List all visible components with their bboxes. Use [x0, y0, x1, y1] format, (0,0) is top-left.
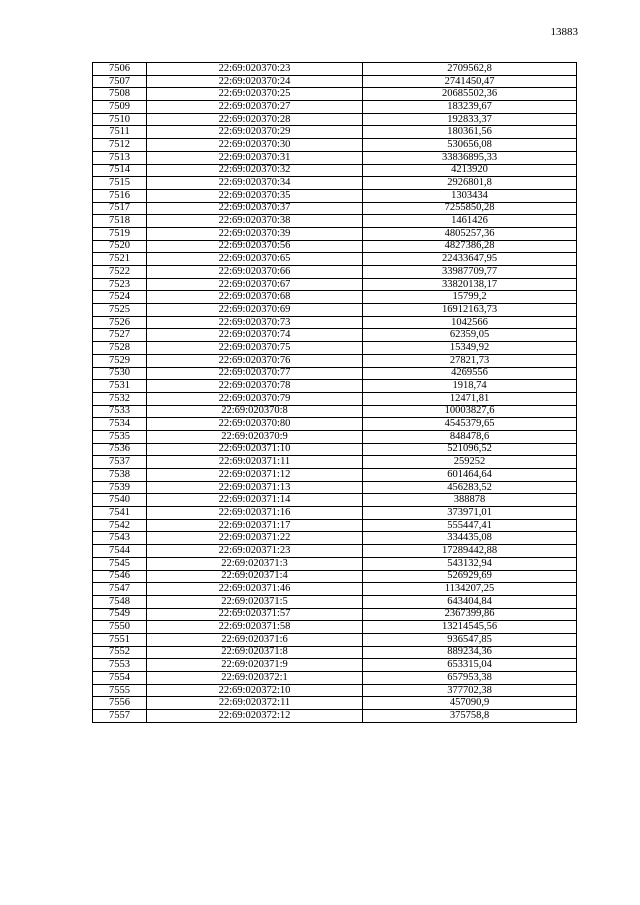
row-number-cell: 7552: [93, 646, 147, 659]
table-row: [93, 215, 577, 228]
cadastral-value-cell: 2367399,86: [363, 608, 577, 621]
cadastral-number-cell: 22:69:020370:27: [147, 101, 363, 114]
row-number-cell: 7516: [93, 189, 147, 202]
cadastral-value-cell: 259252: [363, 456, 577, 469]
cadastral-value-cell: 33820138,17: [363, 278, 577, 291]
table-row: [93, 189, 577, 202]
row-number-cell: 7518: [93, 215, 147, 228]
cadastral-value-cell: 657953,38: [363, 672, 577, 685]
table-row: [93, 101, 577, 114]
table-row: [93, 469, 577, 482]
table-row: [93, 316, 577, 329]
row-number-cell: 7539: [93, 481, 147, 494]
row-number-cell: 7528: [93, 342, 147, 355]
row-number-cell: 7510: [93, 113, 147, 126]
row-number-cell: 7514: [93, 164, 147, 177]
table-body: [93, 63, 577, 723]
cadastral-number-cell: 22:69:020370:30: [147, 139, 363, 152]
cadastral-value-cell: 20685502,36: [363, 88, 577, 101]
cadastral-number-cell: 22:69:020370:38: [147, 215, 363, 228]
table-row: [93, 430, 577, 443]
cadastral-number-cell: 22:69:020370:29: [147, 126, 363, 139]
table-row: [93, 710, 577, 723]
cadastral-number-cell: 22:69:020370:37: [147, 202, 363, 215]
cadastral-number-cell: 22:69:020370:67: [147, 278, 363, 291]
cadastral-value-cell: 526929,69: [363, 570, 577, 583]
row-number-cell: 7522: [93, 266, 147, 279]
cadastral-value-cell: 936547,85: [363, 633, 577, 646]
table-row: [93, 367, 577, 380]
table-row: [93, 75, 577, 88]
cadastral-value-cell: 180361,56: [363, 126, 577, 139]
table-row: [93, 227, 577, 240]
table-row: [93, 291, 577, 304]
cadastral-number-cell: 22:69:020371:4: [147, 570, 363, 583]
cadastral-number-cell: 22:69:020371:9: [147, 659, 363, 672]
table-row: [93, 697, 577, 710]
row-number-cell: 7527: [93, 329, 147, 342]
row-number-cell: 7543: [93, 532, 147, 545]
row-number-cell: 7530: [93, 367, 147, 380]
cadastral-value-cell: 2741450,47: [363, 75, 577, 88]
cadastral-number-cell: 22:69:020372:1: [147, 672, 363, 685]
row-number-cell: 7519: [93, 227, 147, 240]
table-row: [93, 329, 577, 342]
cadastral-number-cell: 22:69:020370:80: [147, 418, 363, 431]
cadastral-number-cell: 22:69:020371:17: [147, 519, 363, 532]
table-row: [93, 519, 577, 532]
table-row: [93, 684, 577, 697]
cadastral-value-cell: 33836895,33: [363, 151, 577, 164]
cadastral-number-cell: 22:69:020370:35: [147, 189, 363, 202]
cadastral-value-cell: 1461426: [363, 215, 577, 228]
cadastral-number-cell: 22:69:020370:28: [147, 113, 363, 126]
row-number-cell: 7526: [93, 316, 147, 329]
cadastral-value-cell: 334435,08: [363, 532, 577, 545]
table-row: [93, 595, 577, 608]
row-number-cell: 7508: [93, 88, 147, 101]
table-row: [93, 633, 577, 646]
cadastral-number-cell: 22:69:020372:11: [147, 697, 363, 710]
table-row: [93, 177, 577, 190]
cadastral-number-cell: 22:69:020370:8: [147, 405, 363, 418]
cadastral-number-cell: 22:69:020371:6: [147, 633, 363, 646]
cadastral-value-cell: 13214545,56: [363, 621, 577, 634]
row-number-cell: 7513: [93, 151, 147, 164]
cadastral-number-cell: 22:69:020371:10: [147, 443, 363, 456]
cadastral-value-cell: 388878: [363, 494, 577, 507]
cadastral-value-cell: 10003827,6: [363, 405, 577, 418]
row-number-cell: 7547: [93, 583, 147, 596]
cadastral-value-cell: 2926801,8: [363, 177, 577, 190]
row-number-cell: 7521: [93, 253, 147, 266]
table-row: [93, 202, 577, 215]
cadastral-number-cell: 22:69:020371:57: [147, 608, 363, 621]
cadastral-value-cell: 15349,92: [363, 342, 577, 355]
cadastral-number-cell: 22:69:020371:3: [147, 557, 363, 570]
row-number-cell: 7525: [93, 304, 147, 317]
row-number-cell: 7536: [93, 443, 147, 456]
cadastral-number-cell: 22:69:020370:78: [147, 380, 363, 393]
page-number: 13883: [550, 26, 578, 38]
table-row: [93, 481, 577, 494]
cadastral-number-cell: 22:69:020371:8: [147, 646, 363, 659]
cadastral-value-cell: 530656,08: [363, 139, 577, 152]
row-number-cell: 7545: [93, 557, 147, 570]
cadastral-number-cell: 22:69:020370:25: [147, 88, 363, 101]
cadastral-number-cell: 22:69:020371:12: [147, 469, 363, 482]
row-number-cell: 7533: [93, 405, 147, 418]
cadastral-value-cell: 33987709,77: [363, 266, 577, 279]
table-row: [93, 621, 577, 634]
cadastral-value-cell: 456283,52: [363, 481, 577, 494]
cadastral-value-cell: 2709562,8: [363, 63, 577, 76]
row-number-cell: 7555: [93, 684, 147, 697]
row-number-cell: 7538: [93, 469, 147, 482]
cadastral-number-cell: 22:69:020370:24: [147, 75, 363, 88]
table-row: [93, 240, 577, 253]
row-number-cell: 7537: [93, 456, 147, 469]
cadastral-value-cell: 1134207,25: [363, 583, 577, 596]
cadastral-number-cell: 22:69:020371:58: [147, 621, 363, 634]
table-row: [93, 151, 577, 164]
row-number-cell: 7544: [93, 545, 147, 558]
cadastral-value-cell: 1303434: [363, 189, 577, 202]
cadastral-number-cell: 22:69:020370:31: [147, 151, 363, 164]
cadastral-number-cell: 22:69:020370:56: [147, 240, 363, 253]
cadastral-value-cell: 1042566: [363, 316, 577, 329]
cadastral-number-cell: 22:69:020370:76: [147, 354, 363, 367]
cadastral-number-cell: 22:69:020370:77: [147, 367, 363, 380]
row-number-cell: 7535: [93, 430, 147, 443]
cadastral-number-cell: 22:69:020372:12: [147, 710, 363, 723]
row-number-cell: 7509: [93, 101, 147, 114]
row-number-cell: 7541: [93, 507, 147, 520]
cadastral-value-cell: 601464,64: [363, 469, 577, 482]
row-number-cell: 7531: [93, 380, 147, 393]
cadastral-value-cell: 643404,84: [363, 595, 577, 608]
table-row: [93, 164, 577, 177]
cadastral-number-cell: 22:69:020371:5: [147, 595, 363, 608]
row-number-cell: 7517: [93, 202, 147, 215]
cadastral-value-cell: 4545379,65: [363, 418, 577, 431]
cadastral-value-cell: 373971,01: [363, 507, 577, 520]
table-row: [93, 608, 577, 621]
table-row: [93, 646, 577, 659]
cadastral-number-cell: 22:69:020371:22: [147, 532, 363, 545]
cadastral-value-cell: 22433647,95: [363, 253, 577, 266]
row-number-cell: 7515: [93, 177, 147, 190]
table-row: [93, 532, 577, 545]
table-row: [93, 304, 577, 317]
table-row: [93, 557, 577, 570]
cadastral-value-cell: 4827386,28: [363, 240, 577, 253]
cadastral-number-cell: 22:69:020371:14: [147, 494, 363, 507]
row-number-cell: 7549: [93, 608, 147, 621]
row-number-cell: 7546: [93, 570, 147, 583]
row-number-cell: 7529: [93, 354, 147, 367]
table-row: [93, 342, 577, 355]
cadastral-number-cell: 22:69:020370:74: [147, 329, 363, 342]
row-number-cell: 7556: [93, 697, 147, 710]
cadastral-value-cell: 521096,52: [363, 443, 577, 456]
row-number-cell: 7506: [93, 63, 147, 76]
row-number-cell: 7553: [93, 659, 147, 672]
cadastral-value-table: [92, 62, 577, 723]
cadastral-value-cell: 27821,73: [363, 354, 577, 367]
cadastral-value-cell: 375758,8: [363, 710, 577, 723]
table-row: [93, 418, 577, 431]
row-number-cell: 7534: [93, 418, 147, 431]
row-number-cell: 7554: [93, 672, 147, 685]
table-row: [93, 443, 577, 456]
cadastral-number-cell: 22:69:020370:9: [147, 430, 363, 443]
table-row: [93, 494, 577, 507]
cadastral-number-cell: 22:69:020371:23: [147, 545, 363, 558]
row-number-cell: 7520: [93, 240, 147, 253]
cadastral-value-cell: 183239,67: [363, 101, 577, 114]
cadastral-value-cell: 62359,05: [363, 329, 577, 342]
table-row: [93, 672, 577, 685]
row-number-cell: 7507: [93, 75, 147, 88]
cadastral-number-cell: 22:69:020370:79: [147, 392, 363, 405]
cadastral-value-cell: 12471,81: [363, 392, 577, 405]
cadastral-value-cell: 4213920: [363, 164, 577, 177]
cadastral-number-cell: 22:69:020372:10: [147, 684, 363, 697]
table-row: [93, 278, 577, 291]
table-row: [93, 392, 577, 405]
cadastral-value-cell: 16912163,73: [363, 304, 577, 317]
table-row: [93, 380, 577, 393]
cadastral-number-cell: 22:69:020370:68: [147, 291, 363, 304]
cadastral-number-cell: 22:69:020370:73: [147, 316, 363, 329]
cadastral-number-cell: 22:69:020371:46: [147, 583, 363, 596]
cadastral-value-cell: 192833,37: [363, 113, 577, 126]
cadastral-value-cell: 457090,9: [363, 697, 577, 710]
table-row: [93, 354, 577, 367]
cadastral-number-cell: 22:69:020370:75: [147, 342, 363, 355]
table-row: [93, 63, 577, 76]
cadastral-value-cell: 543132,94: [363, 557, 577, 570]
cadastral-value-cell: 889234,36: [363, 646, 577, 659]
table-row: [93, 88, 577, 101]
cadastral-number-cell: 22:69:020371:11: [147, 456, 363, 469]
table-row: [93, 507, 577, 520]
row-number-cell: 7551: [93, 633, 147, 646]
table-row: [93, 266, 577, 279]
row-number-cell: 7512: [93, 139, 147, 152]
cadastral-value-cell: 653315,04: [363, 659, 577, 672]
row-number-cell: 7540: [93, 494, 147, 507]
row-number-cell: 7542: [93, 519, 147, 532]
cadastral-value-cell: 15799,2: [363, 291, 577, 304]
cadastral-number-cell: 22:69:020370:39: [147, 227, 363, 240]
cadastral-number-cell: 22:69:020370:65: [147, 253, 363, 266]
cadastral-value-cell: 377702,38: [363, 684, 577, 697]
table-row: [93, 253, 577, 266]
table-row: [93, 545, 577, 558]
cadastral-number-cell: 22:69:020370:66: [147, 266, 363, 279]
row-number-cell: 7523: [93, 278, 147, 291]
cadastral-value-cell: 4269556: [363, 367, 577, 380]
cadastral-number-cell: 22:69:020371:16: [147, 507, 363, 520]
cadastral-value-cell: 848478,6: [363, 430, 577, 443]
cadastral-value-cell: 1918,74: [363, 380, 577, 393]
cadastral-number-cell: 22:69:020371:13: [147, 481, 363, 494]
cadastral-value-cell: 17289442,88: [363, 545, 577, 558]
row-number-cell: 7557: [93, 710, 147, 723]
table-row: [93, 126, 577, 139]
cadastral-value-cell: 7255850,28: [363, 202, 577, 215]
table-row: [93, 139, 577, 152]
cadastral-number-cell: 22:69:020370:32: [147, 164, 363, 177]
row-number-cell: 7524: [93, 291, 147, 304]
table-row: [93, 583, 577, 596]
cadastral-value-cell: 4805257,36: [363, 227, 577, 240]
row-number-cell: 7532: [93, 392, 147, 405]
table-row: [93, 456, 577, 469]
table-row: [93, 113, 577, 126]
row-number-cell: 7548: [93, 595, 147, 608]
table-row: [93, 405, 577, 418]
row-number-cell: 7511: [93, 126, 147, 139]
table-row: [93, 659, 577, 672]
cadastral-number-cell: 22:69:020370:69: [147, 304, 363, 317]
row-number-cell: 7550: [93, 621, 147, 634]
cadastral-number-cell: 22:69:020370:34: [147, 177, 363, 190]
cadastral-value-cell: 555447,41: [363, 519, 577, 532]
cadastral-number-cell: 22:69:020370:23: [147, 63, 363, 76]
table-row: [93, 570, 577, 583]
